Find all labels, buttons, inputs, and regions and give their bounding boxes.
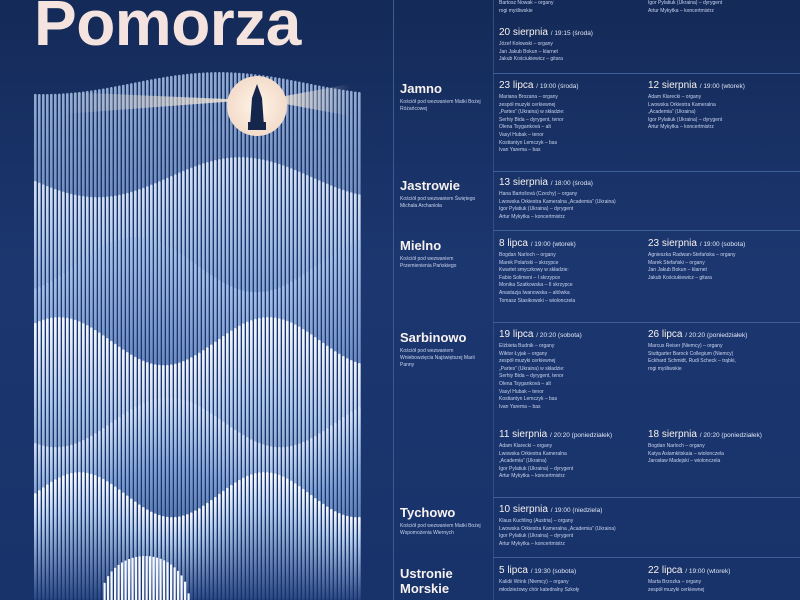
performer-line: Lwowska Orkiestra Kameralna	[499, 450, 567, 457]
section-tychowo	[400, 505, 482, 537]
event-date	[648, 429, 796, 440]
arch-pipe	[118, 565, 120, 600]
performer-line: zespół muzyki cerkiewnej	[499, 101, 556, 108]
event-date	[648, 565, 796, 576]
organ-pipe	[70, 473, 73, 600]
organ-pipe	[258, 472, 261, 600]
date-text: 13 sierpnia	[499, 177, 548, 188]
section-separator	[493, 497, 800, 498]
organ-pipe	[214, 497, 217, 600]
date-text: 11 sierpnia	[499, 429, 548, 440]
arch-pipe	[188, 593, 190, 600]
performer-line: Agnieszka Radwan-Stefańska – organy	[648, 252, 736, 258]
arch-pipe	[184, 582, 186, 600]
organ-pipe	[318, 501, 321, 600]
performer-line: rogi myśliwskie	[499, 7, 533, 14]
performer-line: zespół muzyki cerkiewnej	[648, 586, 705, 593]
performer-line: Igor Pylatiuk (Ukraina) – dyrygent	[648, 116, 723, 123]
time-text: / 20:20 (poniedziałek)	[699, 432, 762, 439]
performer-line: Marta Brzozka – organy	[648, 579, 702, 585]
arch-pipe	[121, 562, 123, 600]
event-date	[499, 177, 699, 188]
date-text: 18 sierpnia	[648, 429, 697, 440]
organ-pipe	[266, 472, 269, 600]
event-date	[499, 565, 647, 576]
organ-pipe	[62, 475, 65, 600]
column-divider-inner	[493, 0, 494, 600]
performer-line: Marek Stefański – organy	[648, 259, 705, 266]
date-text: 26 lipca	[648, 329, 683, 340]
event-block	[499, 80, 647, 155]
performer-line: Artur Mykytka – koncertmistrz	[499, 540, 565, 547]
organ-pipe	[326, 506, 329, 600]
performer-list	[499, 579, 647, 594]
event-block	[499, 504, 699, 548]
column-divider	[393, 0, 394, 600]
arch-pipe	[135, 557, 137, 600]
arch-pipe	[174, 567, 176, 600]
time-text: / 19:00 (niedziela)	[550, 507, 603, 514]
organ-pipe	[50, 482, 53, 600]
organ-pipe	[34, 493, 37, 600]
organ-pipe	[346, 516, 349, 600]
section-separator	[493, 230, 800, 231]
location-name: Ustronie Morskie	[400, 566, 453, 596]
performer-line: Artur Mykytka – koncertmistrz	[648, 124, 714, 131]
organ-pipe	[38, 490, 41, 600]
organ-pipe	[262, 472, 265, 600]
performer-line: „Academia” (Ukraina)	[499, 458, 547, 465]
event-date	[499, 80, 647, 91]
performer-line: Monika Szatkowska – II skrzypce	[499, 282, 573, 289]
organ-pipe	[274, 473, 277, 600]
performer-line: Olena Tsyganková – alt	[499, 380, 551, 387]
organ-pipe	[298, 486, 301, 600]
time-text: / 19:00 (wtorek)	[699, 83, 745, 90]
date-text: 19 lipca	[499, 329, 534, 340]
organ-pipe	[98, 477, 101, 600]
organ-pipe	[210, 500, 213, 600]
time-text: / 20:20 (poniedziałek)	[685, 332, 748, 339]
time-text: / 19:00 (wtorek)	[530, 241, 576, 248]
top-partial-left	[499, 0, 647, 15]
performer-line: Igor Pylatiuk (Ukraina) – dyrygent	[499, 465, 574, 472]
performer-line: Wiktor Łyjak – organy	[499, 350, 548, 357]
arch-pipe	[132, 558, 134, 600]
arch-pipe	[104, 583, 106, 600]
organ-pipe	[282, 476, 285, 600]
performer-line: Ivan Yarema – bas	[499, 147, 541, 154]
arch-pipe	[153, 557, 155, 600]
arch-pipe	[128, 559, 130, 600]
time-text: / 19:00 (sobota)	[699, 241, 746, 248]
arch-pipe	[167, 562, 169, 600]
performer-line: Kostiantyn Lemczyk – bas	[499, 396, 558, 403]
event-block	[499, 565, 647, 594]
organ-pipe	[306, 492, 309, 600]
church-name: Kościół pod wezwaniem Świętego Michała Archanioła	[400, 196, 476, 209]
location-name: Mielno	[400, 238, 442, 253]
performer-list	[648, 343, 796, 373]
event-block	[648, 565, 796, 594]
arch-pipe	[139, 556, 141, 600]
event-date	[648, 80, 796, 91]
arch-pipe	[107, 576, 109, 600]
performer-list	[499, 443, 647, 481]
location-name: Jamno	[400, 81, 442, 96]
event-block	[648, 80, 796, 132]
performer-line: Olena Tsyganková – alt	[499, 124, 551, 131]
section-separator	[493, 322, 800, 323]
organ-pipe	[46, 484, 49, 600]
performer-line: Kostiantyn Lemczyk – bas	[499, 139, 558, 146]
section-separator	[493, 73, 800, 74]
performer-line: Stuttgarter Barock Collegium (Niemcy)	[648, 350, 734, 357]
performer-list	[499, 94, 647, 155]
event-date	[499, 238, 647, 249]
arch-pipe	[170, 565, 172, 600]
performer-line: Marcus Reiser (Niemcy) – organy	[648, 343, 723, 349]
section-separator	[493, 171, 800, 172]
performer-line: Vasyl Hubak – tenor	[499, 388, 544, 395]
organ-pipe	[102, 479, 105, 600]
performer-line: rogi myśliwskie	[648, 365, 682, 372]
organ-pipe	[350, 517, 353, 600]
organ-pipe	[314, 498, 317, 600]
section-separator	[493, 557, 800, 558]
section-jamno	[400, 81, 482, 113]
date-text: 20 sierpnia	[499, 27, 548, 38]
organ-pipe	[74, 472, 77, 600]
event-date	[499, 504, 699, 515]
performer-line: Jakub Kościukiewicz – gitara	[499, 56, 563, 63]
performer-line: Lwowska Orkiestra Kameralna	[648, 101, 716, 108]
date-text: 23 lipca	[499, 80, 534, 91]
performer-list	[499, 518, 699, 548]
arch-pipe	[142, 556, 144, 600]
organ-pipe	[230, 485, 233, 600]
date-text: 22 lipca	[648, 565, 683, 576]
organ-pipe	[246, 476, 249, 600]
performer-line: Jan Jakub Bokun – klarnet	[648, 267, 707, 274]
organ-pipe-waves-graphic	[34, 62, 362, 600]
organ-pipe	[254, 473, 257, 600]
church-name: Kościół pod wezwaniem Matki Bożej Wspomożenia Wiernych	[400, 523, 481, 536]
time-text: / 20:20 (poniedziałek)	[549, 432, 613, 439]
date-text: 8 lipca	[499, 238, 528, 249]
organ-pipe	[302, 489, 305, 600]
event-block	[499, 329, 647, 411]
performer-line: „Partes” (Ukraina) w składzie:	[499, 365, 565, 372]
organ-pipe	[186, 514, 189, 600]
time-text: / 18:00 (środa)	[550, 180, 593, 187]
organ-pipe	[234, 482, 237, 600]
performer-line: Hana Bartošová (Czechy) – organy	[499, 191, 578, 197]
organ-pipe	[278, 475, 281, 600]
performer-line: Artur Mykytka – koncertmistrz	[499, 213, 565, 220]
performer-line: Artur Mykytka – koncertmistrz	[499, 473, 565, 480]
arch-pipe	[160, 559, 162, 600]
performer-line: Kalidii Wrink (Niemcy) – organy	[499, 579, 569, 585]
event-date	[648, 238, 796, 249]
performer-line: Kwartet smyczkowy w składzie:	[499, 267, 569, 274]
performer-line: Ivan Yarema – bas	[499, 403, 541, 410]
event-date	[648, 329, 796, 340]
performer-line: Adam Klarecki – organy	[499, 443, 553, 449]
organ-pipe	[58, 477, 61, 600]
organ-pipe	[82, 472, 85, 600]
organ-pipe	[194, 510, 197, 600]
wave-layers	[34, 72, 361, 600]
arch-pipe	[111, 571, 113, 600]
performer-line: Bogdan Narloch – organy	[648, 443, 705, 449]
performer-line: Marek Polański – skrzypce	[499, 259, 559, 266]
organ-pipe	[78, 472, 81, 600]
organ-pipe	[342, 515, 345, 600]
organ-pipe	[66, 474, 69, 600]
organ-pipe	[338, 513, 341, 600]
arch-pipe	[114, 568, 116, 600]
performer-line: Klaus Kuchling (Austria) – organy	[499, 518, 574, 524]
arch-pipe	[149, 556, 151, 600]
event-block	[499, 177, 699, 221]
event-date	[499, 27, 647, 38]
performer-list	[499, 252, 647, 305]
arch-pipe	[163, 560, 165, 600]
top-partial-right	[648, 0, 796, 15]
church-name: Kościół pod wezwaniem Matki Bożej Różańcowej	[400, 99, 481, 112]
section-mielno	[400, 238, 482, 270]
arch-pipe	[146, 556, 148, 600]
section-ustronie-morskie	[400, 566, 480, 596]
performer-line: Katya Aslamkitskaia – wiolonczela	[648, 450, 724, 457]
performer-line: Igor Pylatiuk (Ukraina) – dyrygent	[499, 206, 574, 213]
performer-line: „Academia” (Ukraina)	[648, 109, 696, 116]
performer-line: Anastazja Iwanowska – altówka	[499, 289, 570, 296]
organ-pipe	[202, 506, 205, 600]
time-text: / 19:00 (wtorek)	[685, 568, 731, 575]
lighthouse-base	[248, 122, 266, 130]
organ-pipe	[358, 517, 361, 600]
time-text: / 19:15 (środa)	[550, 30, 593, 37]
organ-pipe	[226, 488, 229, 600]
organ-pipe	[290, 481, 293, 600]
organ-pipe	[294, 483, 297, 600]
performer-line: Serhiy Bida – dyrygent, tenor	[499, 373, 564, 380]
location-name: Jastrowie	[400, 178, 460, 193]
performer-line: Lwowska Orkiestra Kameralna „Academia” (Ukraina)	[499, 198, 616, 205]
performer-line: Lwowska Orkiestra Kameralna „Academia” (Ukraina)	[499, 525, 616, 532]
performer-list	[648, 252, 796, 282]
performer-line: Igor Pylatiuk (Ukraina) – dyrygent	[648, 0, 723, 6]
date-text: 23 sierpnia	[648, 238, 697, 249]
arch-pipe	[125, 561, 127, 600]
performer-line: Tomasz Stasikowski – wiolonczela	[499, 297, 576, 304]
date-text: 5 lipca	[499, 565, 528, 576]
performer-line: „Partes” (Ukraina) w składzie:	[499, 109, 565, 116]
event-block	[499, 27, 647, 64]
performer-line: Adam Klarecki – organy	[648, 94, 702, 100]
performer-list	[499, 343, 647, 411]
organ-pipe	[334, 511, 337, 600]
performer-line: Jakub Kościukiewicz – gitara	[648, 274, 712, 281]
performer-list	[648, 443, 796, 466]
event-date	[499, 329, 647, 340]
performer-list	[648, 94, 796, 132]
location-name: Sarbinowo	[400, 330, 467, 345]
arch-pipe	[156, 558, 158, 600]
section-sarbinowo	[400, 330, 482, 369]
church-name: Kościół pod wezwaniem Wniebowzięcia Najświętszej Marii Panny	[400, 348, 475, 368]
organ-pipe	[250, 474, 253, 600]
organ-pipe	[198, 508, 201, 600]
performer-line: Mariana Brozana – organy	[499, 94, 558, 100]
organ-pipe	[94, 475, 97, 600]
location-name: Tychowo	[400, 505, 456, 520]
organ-pipe	[242, 478, 245, 600]
organ-pipe	[86, 473, 89, 600]
date-text: 10 sierpnia	[499, 504, 548, 515]
performer-line: Artur Mykytka – koncertmistrz	[648, 7, 714, 14]
performer-line: Eckhard Schmidt, Rudi Scheck – trąbki,	[648, 358, 736, 365]
arch-pipe	[181, 575, 183, 600]
organ-pipe	[218, 494, 221, 600]
organ-pipe	[310, 495, 313, 600]
organ-pipe-waves-illustration	[34, 62, 362, 600]
event-block	[648, 329, 796, 373]
performer-line: Elżbieta Budnik – organy	[499, 343, 555, 349]
performer-line: zespół muzyki cerkiewnej	[499, 358, 556, 365]
organ-pipe	[354, 517, 357, 600]
time-text: / 20:20 (sobota)	[536, 332, 582, 339]
arch-pipe	[177, 571, 179, 600]
church-name: Kościół pod wezwaniem Przemienienia Pańskiego	[400, 256, 457, 269]
time-text: / 19:00 (środa)	[536, 83, 579, 90]
organ-pipe	[42, 487, 45, 600]
organ-pipe	[270, 473, 273, 600]
performer-line: Bartosz Nowak – organy	[499, 0, 554, 6]
time-text: / 19:30 (sobota)	[530, 568, 577, 575]
date-text: 12 sierpnia	[648, 80, 697, 91]
performer-list	[648, 579, 796, 594]
poster-title: Pomorza	[34, 0, 301, 59]
event-block	[648, 429, 796, 466]
organ-pipe	[90, 474, 93, 600]
organ-pipe	[330, 509, 333, 600]
section-jastrowie	[400, 178, 482, 210]
event-block	[648, 238, 796, 282]
organ-pipe	[238, 480, 241, 600]
performer-line: Igor Pylatiuk (Ukraina) – dyrygent	[499, 533, 574, 540]
performer-line: Serhiy Bida – dyrygent, tenor	[499, 116, 564, 123]
performer-line: Fabio Solimeni – I skrzypce	[499, 274, 561, 281]
performer-line: młodzieżowy chór katedralny Szkoły	[499, 586, 580, 593]
organ-pipe	[322, 504, 325, 600]
performer-line: Vasyl Hubak – tenor	[499, 131, 544, 138]
organ-pipe	[206, 503, 209, 600]
organ-pipe	[54, 479, 57, 600]
event-block	[499, 238, 647, 305]
performer-list	[499, 191, 699, 221]
performer-line: Bogdan Narloch – organy	[499, 252, 556, 258]
organ-pipe	[286, 478, 289, 600]
event-date	[499, 429, 647, 440]
performer-line: Józef Kołowski – organy	[499, 41, 553, 47]
organ-pipe	[190, 512, 193, 600]
performer-line: Jarosław Madejski – wiolonczela	[648, 458, 721, 465]
performer-line: Jan Jakub Bokun – klarnet	[499, 48, 558, 55]
organ-pipe	[222, 491, 225, 600]
event-block	[499, 429, 647, 481]
